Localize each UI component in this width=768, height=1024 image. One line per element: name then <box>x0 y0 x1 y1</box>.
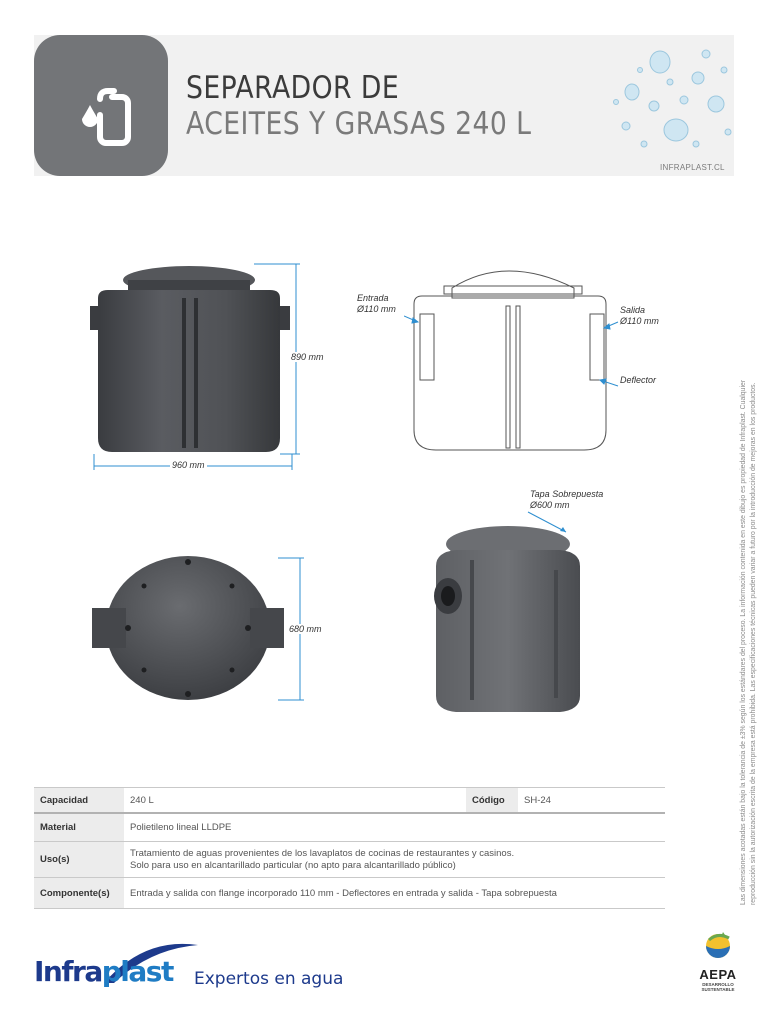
front-view-drawing <box>84 258 314 480</box>
legal-disclaimer <box>739 200 759 905</box>
outlet-callout <box>620 305 659 327</box>
inlet-label: Entrada <box>357 293 389 303</box>
use-line-2: Solo para uso en alcantarillado particular (no apto para alcantarillado público) <box>130 859 456 871</box>
outlet-flange-top <box>250 608 284 648</box>
deflector-label: Deflector <box>620 375 657 385</box>
center-rib <box>194 298 198 448</box>
lid-label: Tapa Sobrepuesta <box>530 489 604 499</box>
use-label: Uso(s) <box>34 842 124 878</box>
inlet-flange <box>90 306 100 330</box>
lid-pointer <box>526 510 576 540</box>
width-dimension-label: 960 mm <box>172 460 205 470</box>
use-value <box>124 842 665 878</box>
aepa-globe-icon <box>697 930 739 960</box>
aepa-label: AEPA <box>699 967 737 982</box>
outlet-flange <box>280 306 290 330</box>
title-line-2: ACEITES Y GRASAS 240 L <box>186 106 532 142</box>
disclaimer-line-2: reproducción sin la autorización escrita de la empresa está prohibida. Las especificaciones técnicas pueden variar a futuro por la introducción de mejoras en los productos. <box>750 382 757 905</box>
section-view-drawing <box>404 262 620 460</box>
outlet-diameter: Ø110 mm <box>620 316 659 326</box>
lid-diameter: Ø600 mm <box>530 500 570 510</box>
title-line-1: SEPARADOR DE <box>186 70 400 106</box>
disclaimer-line-1: Las dimensiones acotadas están bajo la tolerancia de ±3% según los estándares del proceso. La información contenida en este dibujo es propiedad de Infraplast. Cualquier <box>740 379 747 905</box>
brand-logo-part-1: Infra <box>34 955 102 988</box>
product-icon-box <box>34 35 168 176</box>
center-rib <box>182 298 186 448</box>
inlet-diameter: Ø110 mm <box>357 304 396 314</box>
components-value: Entrada y salida con flange incorporado 110 mm - Deflectores en entrada y salida - Tapa sobrepuesta <box>124 878 665 909</box>
material-label: Material <box>34 813 124 842</box>
capacity-value: 240 L <box>124 788 466 814</box>
table-row <box>34 842 665 878</box>
tank-body <box>98 290 280 452</box>
components-label: Componente(s) <box>34 878 124 909</box>
specifications-table <box>34 787 665 909</box>
use-line-1: Tratamiento de aguas provenientes de los lavaplatos de cocinas de restaurantes y casinos. <box>130 847 515 859</box>
aepa-subtitle-1: DESARROLLO <box>702 982 734 987</box>
aepa-badge <box>697 930 739 992</box>
code-value: SH-24 <box>518 788 665 814</box>
material-value: Polietileno lineal LLDPE <box>124 813 665 842</box>
water-drops-decoration <box>596 40 736 165</box>
table-row <box>34 878 665 909</box>
page-title <box>186 70 531 142</box>
outlet-label: Salida <box>620 305 646 315</box>
top-view-drawing <box>88 548 308 708</box>
brand-tagline: Expertos en agua <box>194 969 344 989</box>
iso-rib <box>554 570 558 698</box>
aepa-subtitle-2: SUSTENTABLE <box>701 987 735 992</box>
depth-dimension-label: 680 mm <box>289 624 322 634</box>
iso-tank-body <box>436 550 580 712</box>
oil-drop-container-icon <box>34 35 168 176</box>
capacity-label: Capacidad <box>34 788 124 814</box>
inlet-callout <box>357 293 396 315</box>
lid-callout <box>530 489 603 511</box>
brand-logo[interactable] <box>34 955 173 988</box>
table-row <box>34 788 665 814</box>
inlet-flange-top <box>92 608 126 648</box>
table-row <box>34 813 665 842</box>
brand-logo-part-2: plast <box>101 955 173 988</box>
iso-inlet-hole <box>441 586 455 606</box>
code-label: Código <box>466 788 518 814</box>
website-label: INFRAPLAST.CL <box>660 163 725 172</box>
iso-rib <box>470 560 474 700</box>
isometric-view-drawing <box>428 520 588 716</box>
height-dimension-label: 890 mm <box>291 352 324 362</box>
